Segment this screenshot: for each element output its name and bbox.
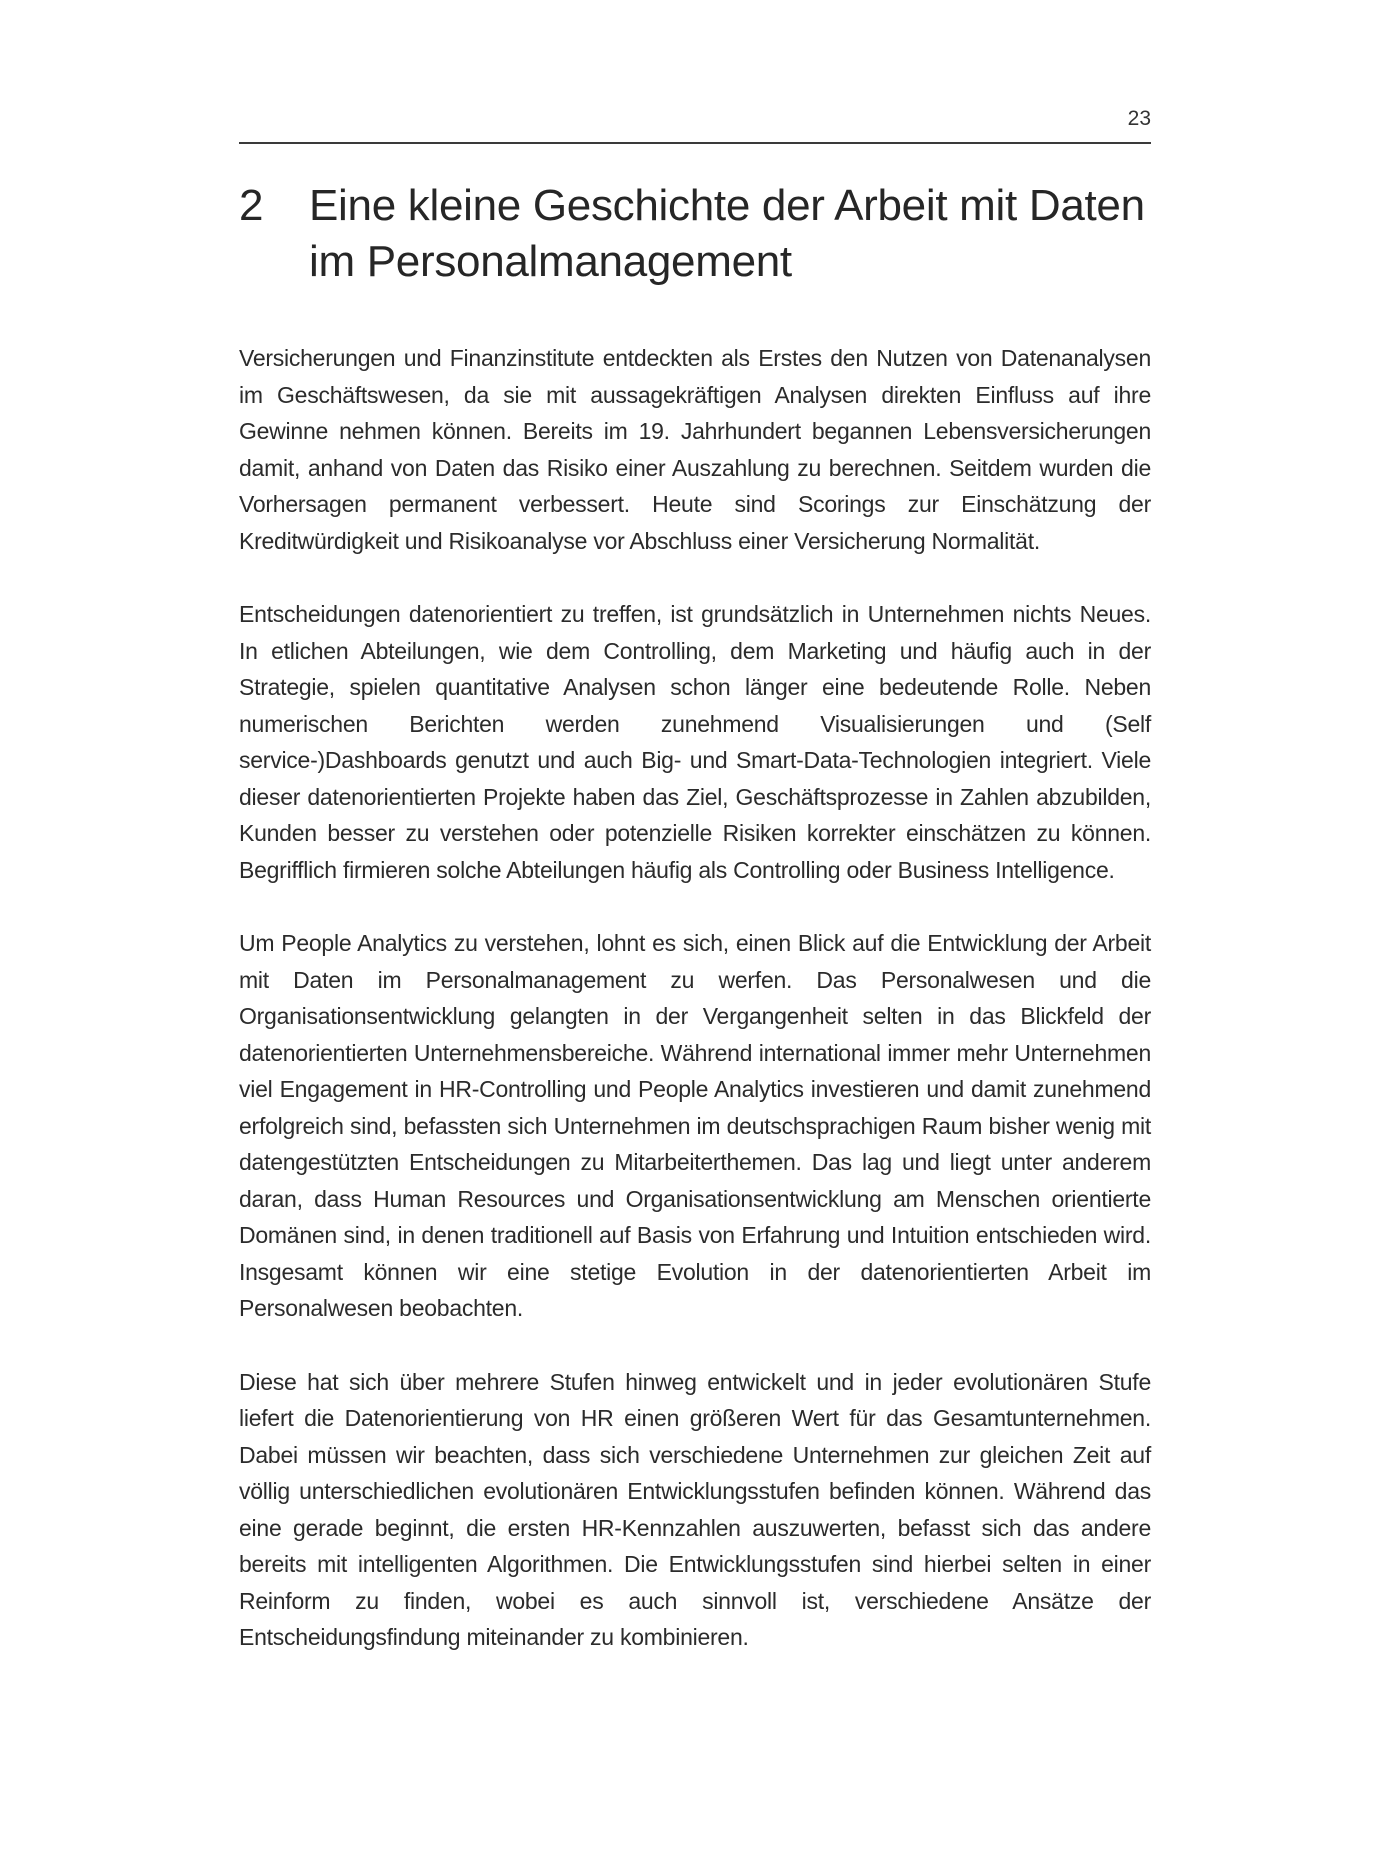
chapter-title: Eine kleine Geschichte der Arbeit mit Daten im Personalmanagement <box>309 181 1145 286</box>
paragraph-2: Entscheidungen datenorientiert zu treffen, ist grundsätzlich in Unternehmen nichts Neues. In etlichen Abteilungen, wie dem Controlling, dem Marketing und häufig auch in der Strategie, spielen quantitative Analysen schon länger eine bedeutende Rolle. Neben numerischen Berichten werden zunehmend Visualisierungen und (Self service-)Dashboards genutzt und auch Big- und Smart-Data-Technologien integriert. Viele dieser datenorientierten Projekte haben das Ziel, Geschäftsprozesse in Zahlen abzubilden, Kunden besser zu verstehen oder potenzielle Risiken korrekter einschätzen zu können. Begrifflich firmieren solche Abteilungen häufig als Controlling oder Business Intelligence. <box>239 601 1151 883</box>
header-rule <box>239 142 1151 144</box>
paragraph-3: Um People Analytics zu verstehen, lohnt es sich, einen Blick auf die Entwicklung der Arbeit mit Daten im Personalmanagement zu werfen. Das Personalwesen und die Organisationsentwicklung gelangten in der Vergangenheit selten in das Blickfeld der datenorientierten Unternehmensbereiche. Während international immer mehr Unternehmen viel Engagement in HR-Controlling und People Analytics investieren und damit zunehmend erfolgreich sind, befassten sich Unternehmen im deutschsprachigen Raum bisher wenig mit datengestützten Entscheidungen zu Mitarbeiterthemen. Das lag und liegt unter anderem daran, dass Human Resources und Organisationsentwicklung am Menschen orientierte Domänen sind, in denen traditionell auf Basis von Erfahrung und Intuition entschieden wird. Insgesamt können wir eine stetige Evolution in der datenorientierten Arbeit im Personalwesen beobachten. <box>239 930 1151 1321</box>
page-number: 23 <box>1127 107 1151 130</box>
paragraph-4: Diese hat sich über mehrere Stufen hinweg entwickelt und in jeder evolutionären Stufe liefert die Datenorientierung von HR einen größeren Wert für das Gesamtunternehmen. Dabei müssen wir beachten, dass sich verschiedene Unternehmen zur gleichen Zeit auf völlig unterschiedlichen evolutionären Entwicklungsstufen befinden können. Während das eine gerade beginnt, die ersten HR-Kennzahlen auszuwerten, befasst sich das andere bereits mit intelligenten Algorithmen. Die Entwicklungsstufen sind hierbei selten in einer Reinform zu finden, wobei es auch sinnvoll ist, verschiedene Ansätze der Entscheidungsfindung miteinander zu kombinieren. <box>239 1368 1151 1650</box>
chapter-number: 2 <box>239 181 264 230</box>
paragraph-1: Versicherungen und Finanzinstitute entdeckten als Erstes den Nutzen von Datenanalysen im Geschäftswesen, da sie mit aussagekräftigen Analysen direkten Einfluss auf ihre Gewinne nehmen können. Bereits im 19. Jahrhundert begannen Lebensversicherungen damit, anhand von Daten das Risiko einer Auszahlung zu berechnen. Seitdem wurden die Vorhersagen permanent verbessert. Heute sind Scorings zur Einschätzung der Kreditwürdigkeit und Risikoanalyse vor Abschluss einer Versicherung Normalität. <box>239 345 1151 554</box>
body-text <box>239 340 1151 1693</box>
